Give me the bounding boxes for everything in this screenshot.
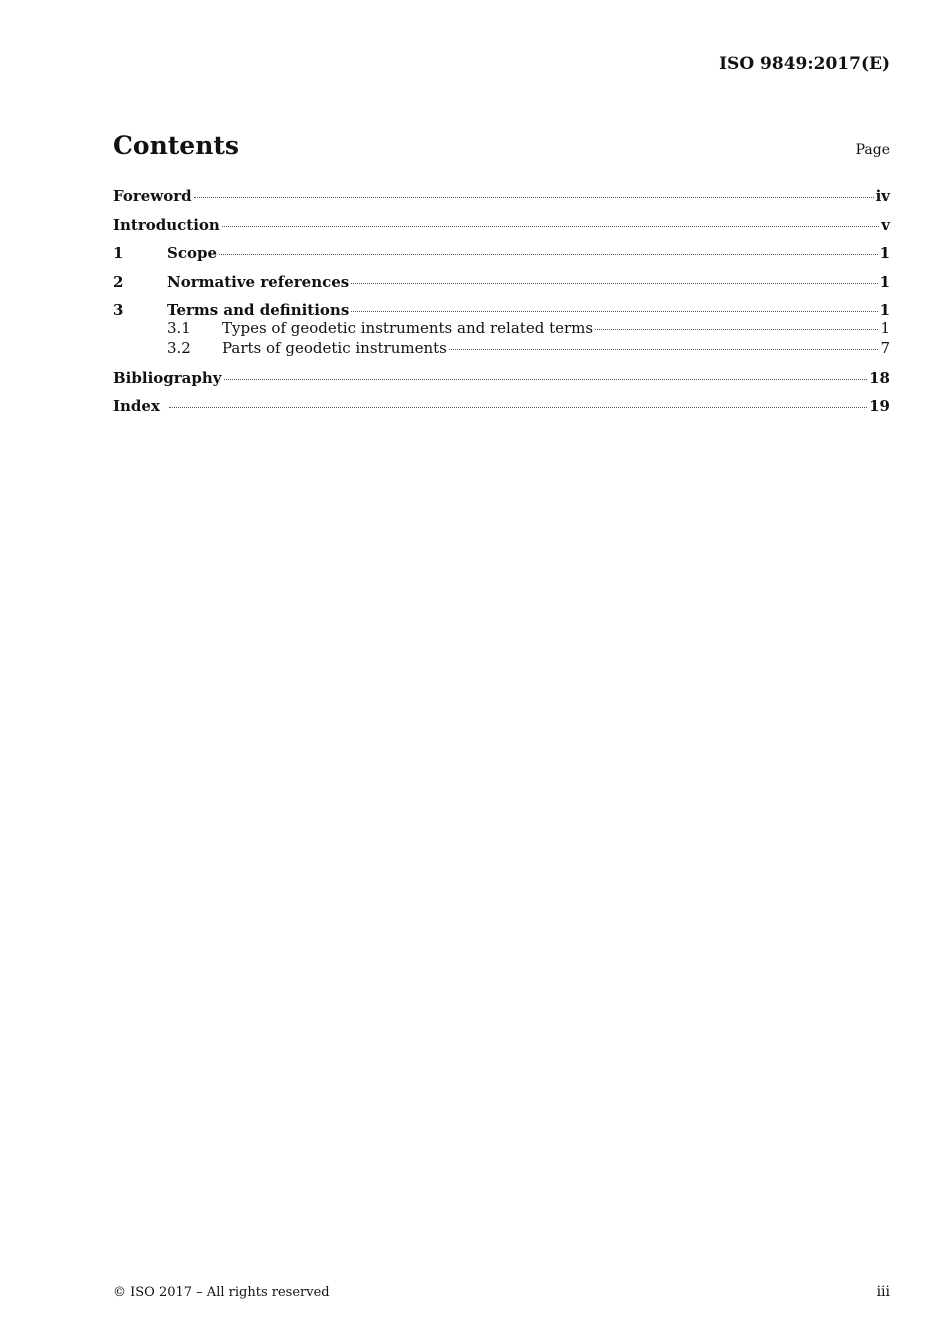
toc-entry-page: v [881,215,890,234]
footer-copyright: © ISO 2017 – All rights reserved [113,1285,330,1300]
toc-entry-scope[interactable] [113,242,890,271]
footer-page-number: iii [876,1284,890,1300]
toc-entry-title: Terms and definitions [167,301,350,319]
toc-subentry-title: Parts of geodetic instruments [222,338,447,357]
toc-subentry-page: 7 [880,338,890,357]
toc-entry-page: 19 [869,397,890,415]
toc-entry-terms-and-definitions[interactable] [113,299,890,319]
toc-entry-bibliography[interactable] [113,367,890,396]
toc-entry-page: 1 [879,244,890,262]
dot-leader [224,378,868,380]
toc-entry-page: 18 [869,368,890,387]
toc-entry-title: Scope [167,244,218,262]
toc-subentry-number: 3.1 [167,319,191,337]
dot-leader [351,310,877,312]
toc-subentry-number: 3.2 [167,338,191,357]
page-column-label: Page [855,142,890,158]
dot-leader [351,282,877,284]
table-of-contents [113,185,890,424]
toc-entry-title: Introduction [113,215,220,234]
dot-leader [169,406,867,408]
toc-entry-page: 1 [879,272,890,291]
toc-entry-title: Index [113,397,160,415]
toc-subentry-types-of-instruments[interactable] [113,319,890,339]
toc-entry-foreword[interactable] [113,185,890,214]
toc-entry-page: 1 [879,301,890,319]
toc-entry-introduction[interactable] [113,214,890,243]
toc-entry-title: Foreword [113,187,192,205]
toc-entry-page: iv [875,187,890,205]
toc-entry-title: Normative references [167,272,350,291]
toc-subentry-title: Types of geodetic instruments and related terms [222,319,594,337]
toc-subentry-page: 1 [880,319,890,337]
dot-leader [219,253,878,255]
toc-entry-number: 3 [113,301,124,319]
toc-entry-number: 2 [113,272,124,291]
toc-entry-title: Bibliography [113,368,222,387]
toc-entry-normative-references[interactable] [113,271,890,300]
contents-title: Contents [113,131,240,160]
toc-entry-index[interactable] [113,395,890,424]
dot-leader [194,196,874,198]
dot-leader [449,348,879,350]
dot-leader [595,328,878,330]
document-id: ISO 9849:2017(E) [719,54,890,74]
toc-subentry-parts-of-instruments[interactable] [113,339,890,367]
toc-entry-number: 1 [113,244,124,262]
dot-leader [222,225,879,227]
